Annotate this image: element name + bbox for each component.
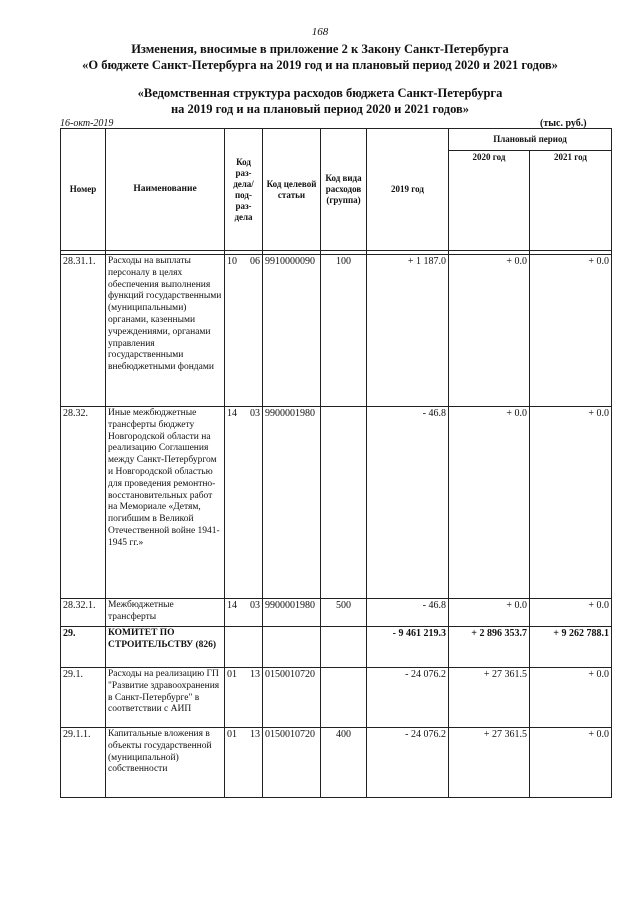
document-subtitle [0,85,640,117]
header-planned: Плановый период [449,129,612,151]
row-section [225,627,263,668]
row-2019: - 24 076.2 [367,728,449,798]
row-expense-type [321,668,367,728]
row-expense-type [321,627,367,668]
budget-table [60,128,612,798]
header-target: Код целевой статьи [263,129,321,251]
row-name: Капитальные вложения в объекты государственной (муниципальной) собственности [106,728,225,798]
section-code: 14 [227,408,237,419]
section-code: 01 [227,669,237,680]
header-2021: 2021 год [530,151,612,251]
row-2021: + 0.0 [530,668,612,728]
document-date: 16-окт-2019 [60,118,114,129]
row-section [225,407,263,599]
row-target: 0150010720 [263,668,321,728]
row-2021: + 0.0 [530,255,612,407]
title-line-1: Изменения, вносимые в приложение 2 к Закону Санкт-Петербурга [131,42,509,56]
row-number: 29. [61,627,106,668]
title-line-2: «О бюджете Санкт-Петербурга на 2019 год и на плановый период 2020 и 2021 годов» [82,58,558,72]
row-2019: - 46.8 [367,599,449,627]
row-2019: - 24 076.2 [367,668,449,728]
subsection-code: 03 [250,600,260,611]
row-name: Расходы на выплаты персоналу в целях обеспечения выполнения функций государственными (муниципальными) органами, казенными учреждениями, органами управления государственными внебюджетными фондами [106,255,225,407]
row-2021: + 0.0 [530,728,612,798]
row-number: 29.1.1. [61,728,106,798]
section-code: 14 [227,600,237,611]
row-target: 0150010720 [263,728,321,798]
row-2019: - 9 461 219.3 [367,627,449,668]
row-2019: - 46.8 [367,407,449,599]
row-name: Иные межбюджетные трансферты бюджету Новгородской области на реализацию Соглашения между Санкт-Петербургом и Новгородской областью для проведения ремонтно-восстановительных работ на Мемориале «Детям, погибшим в Великой Отечественной войне 1941-1945 гг.» [106,407,225,599]
document-title [0,41,640,73]
row-2021: + 0.0 [530,407,612,599]
header-name: Наименование [106,129,225,251]
row-number: 28.32.1. [61,599,106,627]
row-name: Расходы на реализацию ГП "Развитие здравоохранения в Санкт-Петербурге" в соответствии с АИП [106,668,225,728]
row-section [225,728,263,798]
row-section [225,668,263,728]
subsection-code: 06 [250,256,260,267]
row-section [225,255,263,407]
table-row [61,627,612,668]
row-target: 9900001980 [263,407,321,599]
row-2021: + 0.0 [530,599,612,627]
row-2020: + 0.0 [449,407,530,599]
row-target [263,627,321,668]
row-target: 9900001980 [263,599,321,627]
row-expense-type: 400 [321,728,367,798]
table-row [61,599,612,627]
section-code: 10 [227,256,237,267]
row-number: 28.32. [61,407,106,599]
subsection-code: 03 [250,408,260,419]
subtitle-line-1: «Ведомственная структура расходов бюджета Санкт-Петербурга [137,86,503,100]
header-2019: 2019 год [367,129,449,251]
header-expense-type: Код вида расходов (группа) [321,129,367,251]
row-name: КОМИТЕТ ПО СТРОИТЕЛЬСТВУ (826) [106,627,225,668]
table-row [61,255,612,407]
header-section: Код раз-дела/ под-раз-дела [225,129,263,251]
section-code: 01 [227,729,237,740]
row-2020: + 2 896 353.7 [449,627,530,668]
row-number: 28.31.1. [61,255,106,407]
page-number: 168 [311,26,329,38]
row-expense-type: 500 [321,599,367,627]
subsection-code: 13 [250,669,260,680]
header-number: Номер [61,129,106,251]
header-2020: 2020 год [449,151,530,251]
table-row [61,668,612,728]
subsection-code: 13 [250,729,260,740]
table-row [61,407,612,599]
row-2019: + 1 187.0 [367,255,449,407]
row-2021: + 9 262 788.1 [530,627,612,668]
units-label: (тыс. руб.) [540,118,587,129]
table-row [61,728,612,798]
row-target: 9910000090 [263,255,321,407]
row-name: Межбюджетные трансферты [106,599,225,627]
row-expense-type [321,407,367,599]
row-2020: + 27 361.5 [449,728,530,798]
subtitle-line-2: на 2019 год и на плановый период 2020 и 2021 годов» [170,102,470,116]
row-2020: + 0.0 [449,599,530,627]
row-number: 29.1. [61,668,106,728]
row-section [225,599,263,627]
row-2020: + 27 361.5 [449,668,530,728]
row-expense-type: 100 [321,255,367,407]
row-2020: + 0.0 [449,255,530,407]
